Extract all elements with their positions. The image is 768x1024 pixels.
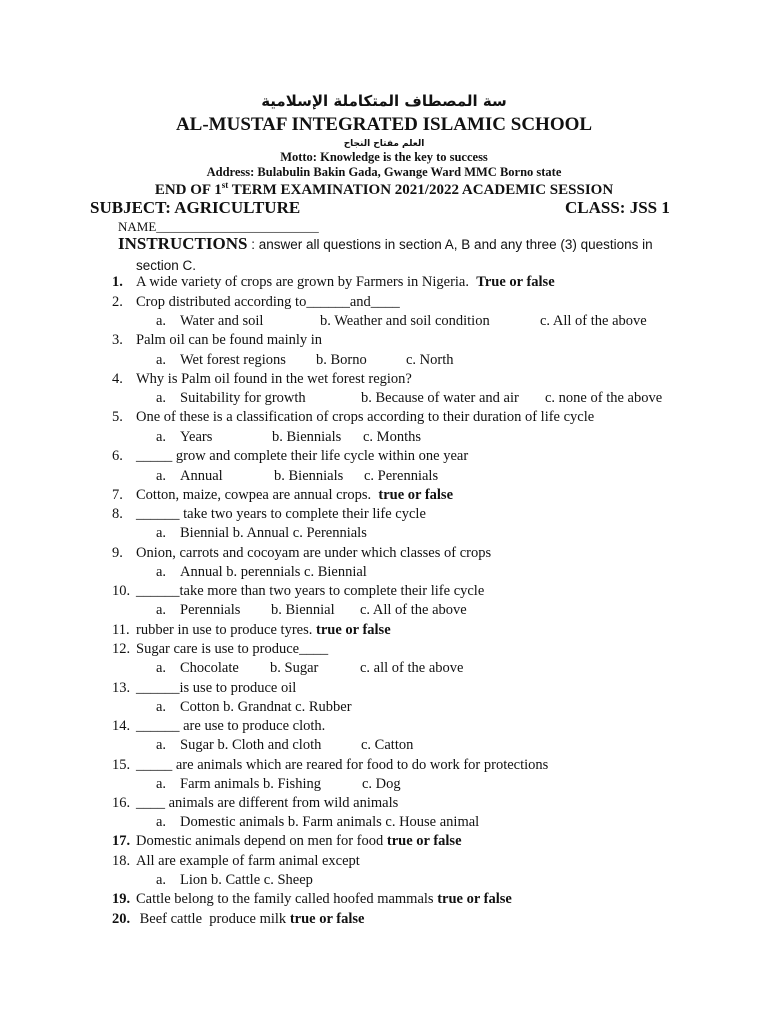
option-text: Farm animals b. Fishing — [180, 776, 321, 792]
question-number: 9. — [112, 545, 123, 561]
option-text: Chocolate — [180, 660, 239, 676]
question-text: All are example of farm animal except — [136, 853, 360, 869]
question-number: 3. — [112, 332, 123, 348]
option-text: Sugar b. Cloth and cloth — [180, 737, 322, 753]
option-letter: a. — [156, 814, 167, 830]
option-text: b. Sugar — [270, 660, 319, 676]
instructions — [118, 234, 653, 254]
option-text: b. Because of water and air — [361, 390, 519, 406]
question-number: 20. — [112, 911, 131, 927]
option-letter: a. — [156, 352, 167, 368]
question-text: Sugar care is use to produce____ — [136, 641, 329, 657]
option-text: c. Dog — [362, 776, 401, 792]
option-text: Domestic animals b. Farm animals c. House animal — [180, 814, 480, 830]
question-number: 12. — [112, 641, 131, 657]
option-letter: a. — [156, 699, 167, 715]
option-text: Annual b. perennials c. Biennial — [180, 564, 367, 580]
question-text: _____ are animals which are reared for food to do work for protections — [136, 757, 549, 773]
true-false-prompt: True or false — [476, 274, 555, 290]
question-number: 17. — [112, 833, 131, 849]
instructions-label: INSTRUCTIONS — [118, 234, 248, 253]
question-row — [112, 332, 322, 349]
option-text: Biennial b. Annual c. Perennials — [180, 525, 367, 541]
question-row — [112, 409, 594, 426]
question-number: 19. — [112, 891, 131, 907]
question-text: _____ grow and complete their life cycle within one year — [136, 448, 469, 464]
option-letter: a. — [156, 737, 167, 753]
question-row — [112, 506, 426, 523]
question-row — [112, 448, 468, 465]
option-text: b. Biennial — [271, 602, 335, 618]
true-false-prompt: true or false — [378, 487, 454, 503]
question-row — [112, 853, 360, 870]
option-letter: a. — [156, 872, 167, 888]
option-letter: a. — [156, 564, 167, 580]
option-text: c. All of the above — [540, 313, 647, 329]
question-number: 15. — [112, 757, 131, 773]
question-row — [112, 487, 453, 504]
option-letter: a. — [156, 660, 167, 676]
option-letter: a. — [156, 525, 167, 541]
option-text: Years — [180, 429, 213, 445]
question-text: Beef cattle produce milk — [136, 911, 290, 927]
question-row — [112, 833, 462, 850]
option-text: Suitability for growth — [180, 390, 306, 406]
class: CLASS: JSS 1 — [565, 198, 670, 217]
question-text: ______take more than two years to complete their life cycle — [136, 583, 485, 599]
question-row — [112, 911, 364, 928]
option-text: Water and soil — [180, 313, 264, 329]
arabic-school-name: سة المصطاف المتكاملة الإسلامية — [261, 92, 507, 110]
option-text: c. all of the above — [360, 660, 464, 676]
question-text: Cotton, maize, cowpea are annual crops. — [136, 487, 379, 503]
question-number: 18. — [112, 853, 131, 869]
option-text: c. All of the above — [360, 602, 467, 618]
question-text: ____ animals are different from wild animals — [136, 795, 399, 811]
question-text: Domestic animals depend on men for food — [136, 833, 387, 849]
question-row — [112, 583, 484, 600]
arabic-motto: العلم مفتاح النجاح — [343, 139, 425, 149]
option-letter: a. — [156, 468, 167, 484]
question-row — [112, 718, 325, 735]
question-text: Why is Palm oil found in the wet forest region? — [136, 371, 412, 387]
option-text: Cotton b. Grandnat c. Rubber — [180, 699, 352, 715]
question-row — [112, 371, 412, 388]
option-letter: a. — [156, 313, 167, 329]
question-row — [112, 545, 491, 562]
question-text: A wide variety of crops are grown by Farmers in Nigeria. — [136, 274, 477, 290]
option-text: Annual — [180, 468, 223, 484]
question-number: 11. — [112, 622, 130, 638]
question-number: 16. — [112, 795, 131, 811]
option-letter: a. — [156, 602, 167, 618]
true-false-prompt: true or false — [386, 833, 462, 849]
question-number: 6. — [112, 448, 123, 464]
question-row — [112, 891, 512, 908]
question-text: ______is use to produce oil — [136, 680, 297, 696]
option-text: c. Catton — [361, 737, 414, 753]
option-text: c. Months — [363, 429, 421, 445]
motto: Motto: Knowledge is the key to success — [280, 150, 488, 164]
option-text: b. Borno — [316, 352, 367, 368]
true-false-prompt: true or false — [289, 911, 365, 927]
question-text: Palm oil can be found mainly in — [136, 332, 323, 348]
question-number: 2. — [112, 294, 123, 310]
question-row — [112, 757, 548, 774]
option-text: b. Biennials — [272, 429, 342, 445]
option-text: c. North — [406, 352, 454, 368]
option-letter: a. — [156, 390, 167, 406]
question-number: 13. — [112, 680, 131, 696]
option-letter: a. — [156, 776, 167, 792]
school-name: AL-MUSTAF INTEGRATED ISLAMIC SCHOOL — [175, 114, 593, 135]
question-text: ______ are use to produce cloth. — [136, 718, 326, 734]
question-text: One of these is a classification of crops according to their duration of life cycle — [136, 409, 595, 425]
question-number: 5. — [112, 409, 123, 425]
question-row — [112, 274, 555, 291]
question-number: 8. — [112, 506, 123, 522]
option-text: Lion b. Cattle c. Sheep — [180, 872, 313, 888]
option-text: c. Perennials — [364, 468, 439, 484]
instructions-text-cont: section C. — [136, 258, 197, 273]
true-false-prompt: true or false — [437, 891, 512, 907]
question-text: Cattle belong to the family called hoofed mammals — [136, 891, 438, 907]
option-text: b. Weather and soil condition — [320, 313, 490, 329]
option-text: Perennials — [180, 602, 241, 618]
question-number: 10. — [112, 583, 131, 599]
option-letter: a. — [156, 429, 167, 445]
option-text: c. none of the above — [545, 390, 663, 406]
option-text: Wet forest regions — [180, 352, 286, 368]
question-number: 4. — [112, 371, 123, 387]
question-row — [112, 294, 400, 311]
address: Address: Bulabulin Bakin Gada, Gwange Ward MMC Borno state — [206, 165, 562, 179]
question-row — [112, 622, 391, 639]
question-text: Onion, carrots and cocoyam are under which classes of crops — [136, 545, 492, 561]
question-text: ______ take two years to complete their life cycle — [136, 506, 426, 522]
option-text: b. Biennials — [274, 468, 344, 484]
subject: SUBJECT: AGRICULTURE — [90, 198, 301, 217]
question-text: rubber in use to produce tyres. — [136, 622, 316, 638]
name-line: NAME_________________________ — [118, 219, 319, 234]
question-number: 14. — [112, 718, 131, 734]
question-number: 1. — [112, 274, 123, 290]
exam-title: END OF 1st TERM EXAMINATION 2021/2022 ACADEMIC SESSION — [154, 180, 614, 198]
question-row — [112, 641, 328, 658]
question-row — [112, 795, 398, 812]
instructions-text: : answer all questions in section A, B and any three (3) questions in — [247, 237, 653, 252]
question-text: Crop distributed according to______and____ — [136, 294, 400, 310]
true-false-prompt: true or false — [316, 622, 391, 638]
question-number: 7. — [112, 487, 123, 503]
question-row — [112, 680, 296, 697]
